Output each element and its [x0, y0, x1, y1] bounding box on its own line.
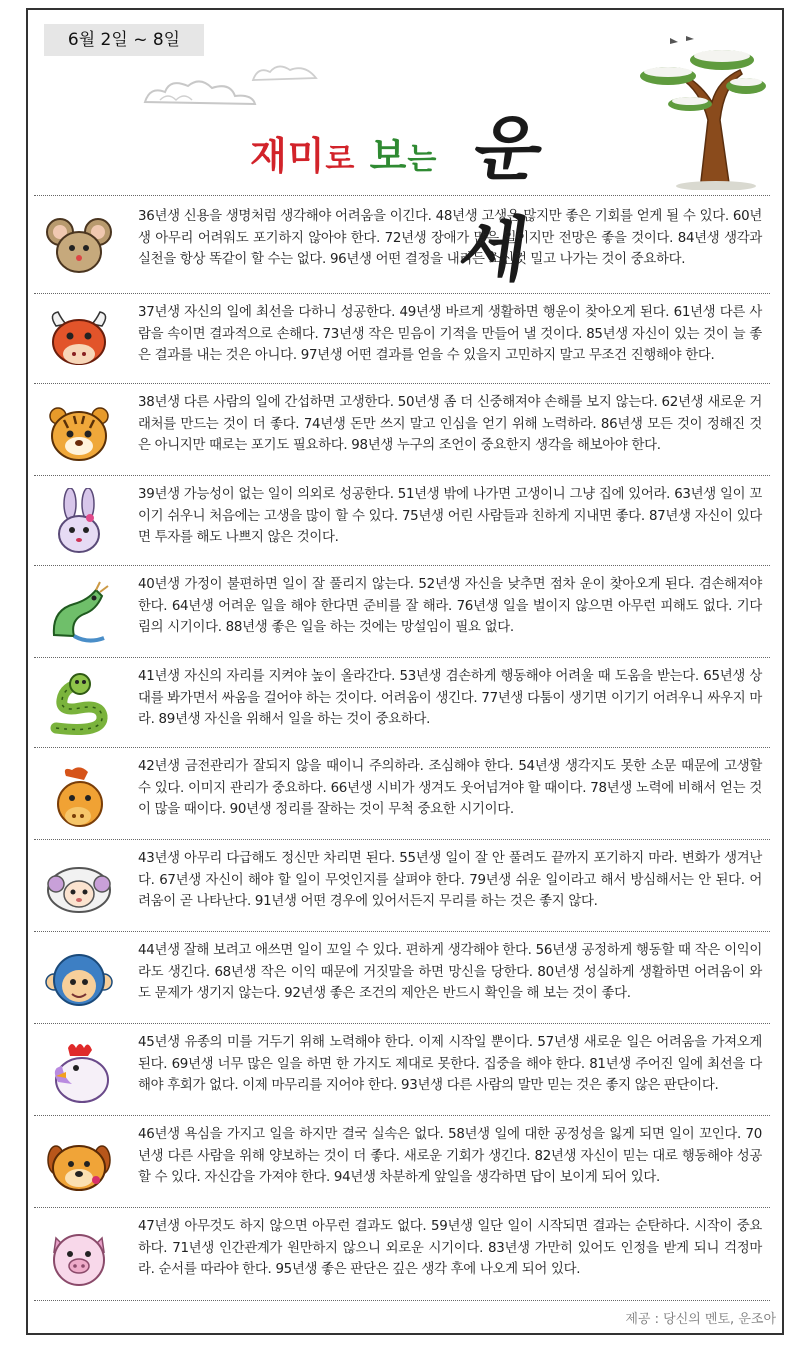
title-main: 운세 — [454, 107, 548, 291]
rabbit-icon — [44, 488, 114, 558]
bottom-divider — [34, 1300, 770, 1301]
fortune-text: 43년생 아무리 다급해도 정신만 차리면 된다. 55년생 일이 잘 안 풀려도 끝까지 포기하지 마라. 변화가 생겨난다. 67년생 자신이 해야 할 일이 무엇인지를 살펴야 한다. 79년생 쉬운 일이라고 해서 방심해서는 안 된다. 어려움이 곧 나타난다. 91년생 어떤 경우에 있어서든지 무리를 하는 것은 좋지 않다. — [138, 851, 762, 909]
fortune-row-dragon — [34, 565, 770, 658]
fortune-row-horse — [34, 747, 770, 840]
fortune-row-dog — [34, 1115, 770, 1208]
fortune-row-snake — [34, 657, 770, 748]
dog-icon — [44, 1130, 114, 1200]
fortune-text: 45년생 유종의 미를 거두기 위해 노력해야 한다. 이제 시작일 뿐이다. 57년생 새로운 일은 어려움을 가져오게 된다. 69년생 너무 많은 일을 하면 한 가지도 제대로 못한다. 집중을 해야 한다. 81년생 주어진 일에 최선을 다해야 후회가 없다. 이제 마무리를 지어야 한다. 93년생 다른 사람의 말만 믿는 것은 좋지 않은 판단이다. — [138, 1035, 762, 1093]
fortune-text: 40년생 가정이 불편하면 일이 잘 풀리지 않는다. 52년생 자신을 낮추면 점차 운이 찾아오게 된다. 겸손해져야 한다. 64년생 어려운 일을 해야 한다면 준비를 잘 해라. 76년생 일을 벌이지 않으면 아무런 피해도 없다. 기다림의 시기이다. 88년생 좋은 일을 하는 것에는 망설임이 필요 없다. — [138, 577, 762, 635]
horse-icon — [44, 762, 114, 832]
fortune-row-ox — [34, 293, 770, 384]
monkey-icon — [44, 946, 114, 1016]
fortune-text: 38년생 다른 사람의 일에 간섭하면 고생한다. 50년생 좀 더 신중해져야 손해를 보지 않는다. 62년생 새로운 거래처를 만드는 것이 더 좋다. 74년생 돈만 쓰지 말고 인심을 얻기 위해 노력하라. 86년생 모든 것이 정해진 것은 아니지만 때로는 포기도 필요하다. 98년생 누구의 조언이 중요한지 생각을 해보아야 한다. — [138, 395, 762, 453]
fortune-text: 46년생 욕심을 가지고 일을 하지만 결국 실속은 없다. 58년생 일에 대한 공정성을 잃게 되면 일이 꼬인다. 70년생 다른 사람을 위해 양보하는 것이 더 좋다. 새로운 기회가 생긴다. 82년생 자신이 믿는 대로 행동해야 성공할 수 있다. 자신감을 가져야 한다. 94년생 차분하게 앞일을 생각하면 답이 보이게 되어 있다. — [138, 1127, 762, 1185]
fortune-text: 41년생 자신의 자리를 지켜야 높이 올라간다. 53년생 겸손하게 행동해야 어려울 때 도움을 받는다. 65년생 상대를 봐가면서 싸움을 걸어야 하는 것이다. 어려움이 생긴다. 77년생 다툼이 생기면 이기기 어려우니 싸우지 마라. 89년생 자신을 위해서 일을 하는 것이 중요하다. — [138, 669, 762, 727]
fortune-text: 39년생 가능성이 없는 일이 의외로 성공한다. 51년생 밖에 나가면 고생이니 그냥 집에 있어라. 63년생 일이 꼬이기 쉬우니 처음에는 고생을 많이 할 수 있다. 75년생 어린 사람들과 친하게 지내면 좋다. 87년생 자신이 있다면 투자를 해도 나쁘지 않은 것이다. — [138, 487, 762, 545]
fortune-row-pig — [34, 1207, 770, 1301]
date-range-badge: 6월 2일 ~ 8일 — [44, 24, 204, 56]
cloud-decoration-left — [140, 74, 260, 114]
ox-icon — [44, 306, 114, 376]
pig-icon — [44, 1222, 114, 1292]
fortune-text: 42년생 금전관리가 잘되지 않을 때이니 주의하라. 조심해야 한다. 54년생 생각지도 못한 소문 때문에 고생할 수 있다. 이미지 관리가 중요하다. 66년생 시비가 생겨도 웃어넘겨야 할 때이다. 78년생 노력에 비해서 얻는 것이 많을 때이다. 90년생 정리를 잘하는 것이 무척 중요한 시기이다. — [138, 759, 762, 817]
source-credit: 제공 : 당신의 멘토, 운조아 — [625, 1312, 776, 1327]
fortune-row-rooster — [34, 1023, 770, 1116]
fortune-row-sheep — [34, 839, 770, 932]
cloud-decoration-right — [250, 60, 320, 86]
tiger-icon — [44, 398, 114, 468]
rooster-icon — [44, 1038, 114, 1108]
title-prefix: 재미로 보는 — [250, 134, 438, 178]
fortune-text: 37년생 자신의 일에 최선을 다하니 성공한다. 49년생 바르게 생활하면 행운이 찾아오게 된다. 61년생 다른 사람을 속이면 결과적으로 손해다. 73년생 작은 믿음이 기적을 만들어 낼 것이다. 85년생 자신이 있는 것이 늘 좋은 결과를 내는 것은 아니다. 97년생 어떤 결과를 얻을 수 있을지 고민하지 말고 무조건 진행해야 한다. — [138, 305, 762, 363]
fortune-row-rabbit — [34, 475, 770, 566]
fortune-text: 36년생 신용을 생명처럼 생각해야 어려움을 이긴다. 48년생 고생은 많지만 좋은 기회를 얻게 될 수 있다. 60년생 아무리 어려워도 포기하지 않아야 한다. 72년생 장애가 많은 일이지만 전망은 좋을 것이다. 84년생 생각과 실천을 항상 똑같이 할 수는 없다. 96년생 어떤 결정을 내리든 소신껏 밀고 나가는 것이 중요하다. — [138, 209, 762, 267]
fortune-row-tiger — [34, 383, 770, 476]
rat-icon — [44, 210, 114, 280]
pine-tree-illustration — [630, 30, 770, 190]
fortune-row-rat — [34, 195, 770, 294]
snake-icon — [44, 670, 114, 740]
fortune-text: 47년생 아무것도 하지 않으면 아무런 결과도 없다. 59년생 일단 일이 시작되면 결과는 순탄하다. 시작이 중요하다. 71년생 인간관계가 원만하지 않으니 외로운 시기이다. 83년생 가만히 있어도 인정을 받게 되니 걱정마라. 순서를 따라야 한다. 95년생 좋은 판단은 깊은 생각 후에 나오게 되어 있다. — [138, 1219, 762, 1277]
sheep-icon — [44, 854, 114, 924]
dragon-icon — [44, 580, 114, 650]
fortune-row-monkey — [34, 931, 770, 1024]
fortune-text: 44년생 잘해 보려고 애쓰면 일이 꼬일 수 있다. 편하게 생각해야 한다. 56년생 공정하게 행동할 때 작은 이익이라도 생긴다. 68년생 작은 이익 때문에 거짓말을 하면 망신을 당한다. 80년생 성실하게 생활하면 어려움이 와도 문제가 생기지 않는다. 92년생 좋은 조건의 제안은 반드시 확인을 해 보는 것이 좋다. — [138, 943, 762, 1001]
